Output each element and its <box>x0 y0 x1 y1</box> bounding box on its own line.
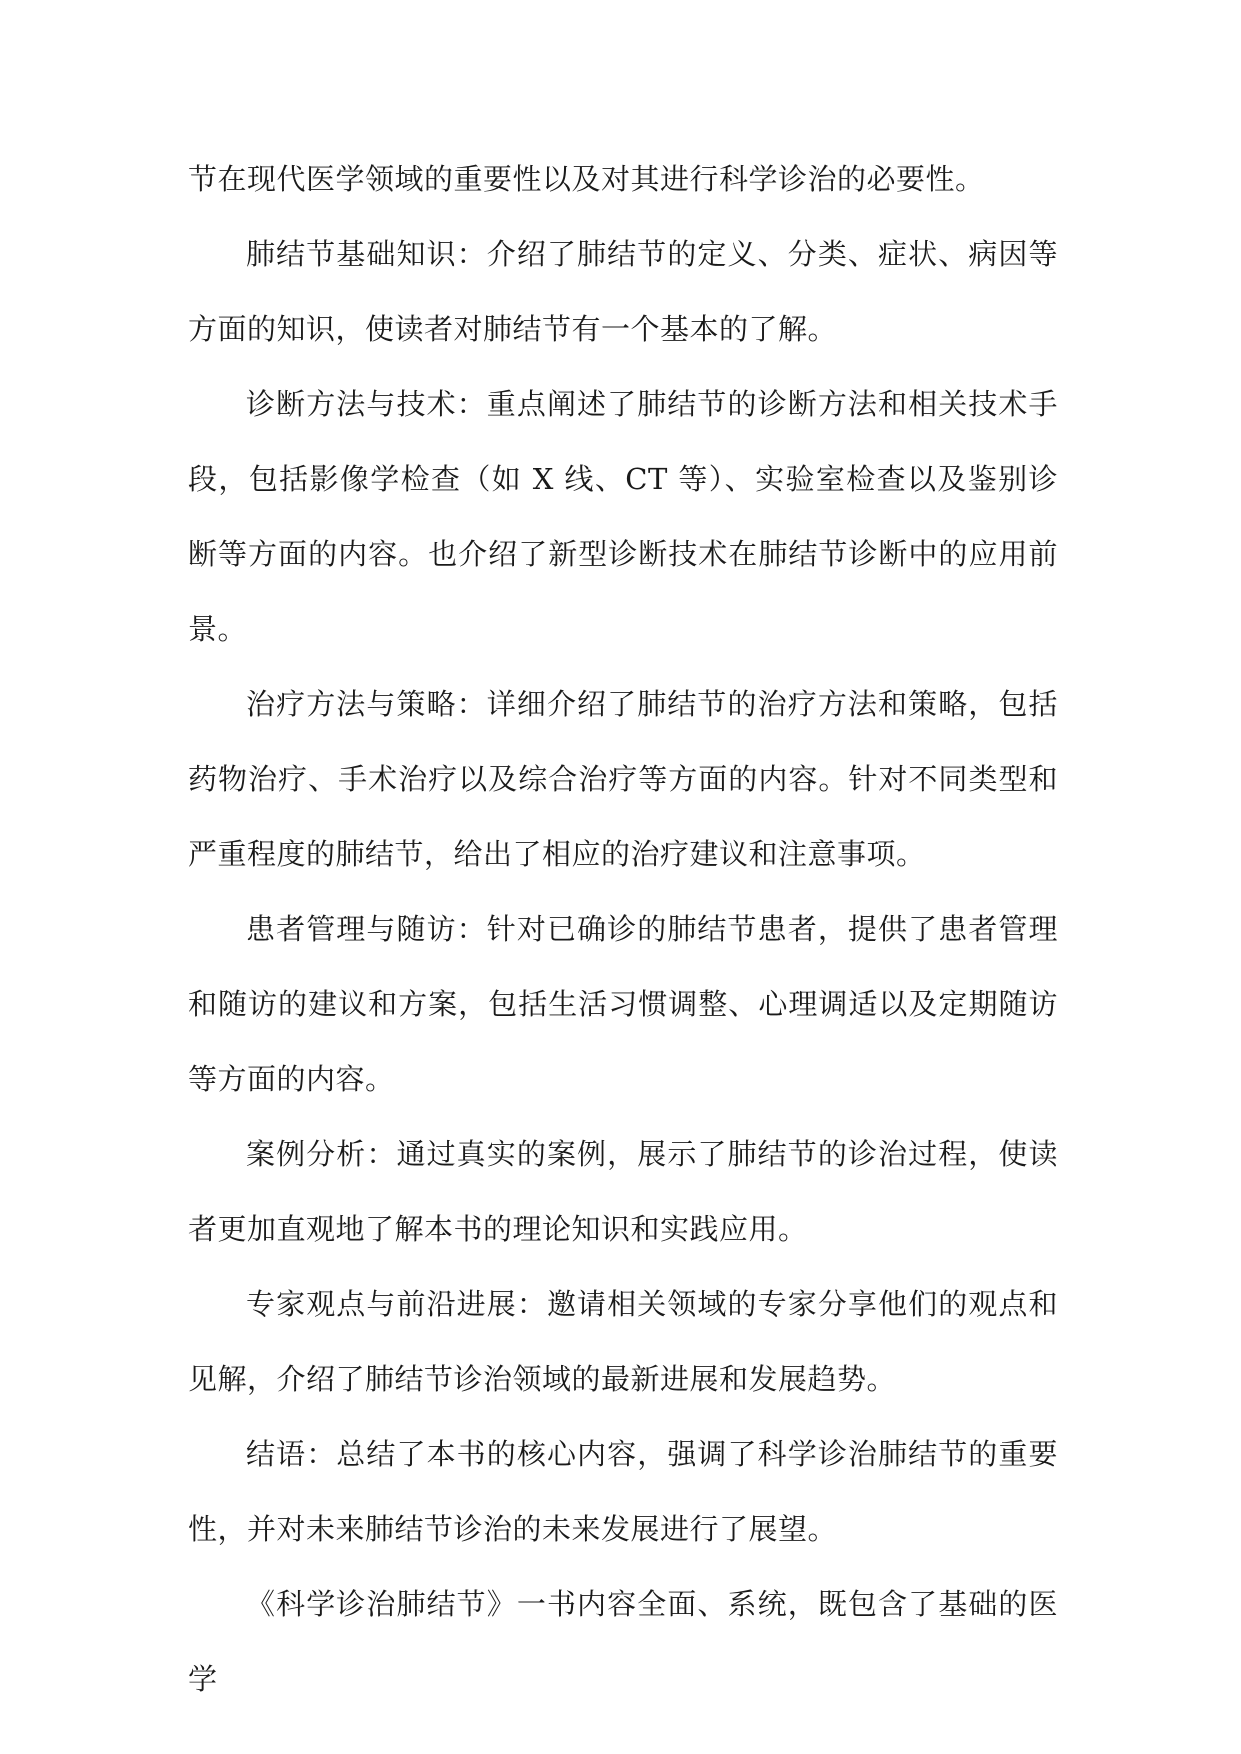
paragraph-diagnosis: 诊断方法与技术：重点阐述了肺结节的诊断方法和相关技术手段，包括影像学检查（如 X 线、CT 等）、实验室检查以及鉴别诊断等方面的内容。也介绍了新型诊断技术在肺结节诊断中的应用前景。 <box>188 387 1058 646</box>
paragraph-treatment: 治疗方法与策略：详细介绍了肺结节的治疗方法和策略，包括药物治疗、手术治疗以及综合治疗等方面的内容。针对不同类型和严重程度的肺结节，给出了相应的治疗建议和注意事项。 <box>188 687 1058 871</box>
paragraph-book-summary: 《科学诊治肺结节》一书内容全面、系统，既包含了基础的医学 <box>188 1587 1058 1696</box>
body-text <box>188 142 1058 1717</box>
paragraph-expert-views: 专家观点与前沿进展：邀请相关领域的专家分享他们的观点和见解，介绍了肺结节诊治领域的最新进展和发展趋势。 <box>188 1287 1058 1396</box>
paragraph-basic-knowledge: 肺结节基础知识：介绍了肺结节的定义、分类、症状、病因等方面的知识，使读者对肺结节有一个基本的了解。 <box>188 237 1058 346</box>
paragraph-intro-continuation: 节在现代医学领域的重要性以及对其进行科学诊治的必要性。 <box>188 162 985 196</box>
paragraph-case-analysis: 案例分析：通过真实的案例，展示了肺结节的诊治过程，使读者更加直观地了解本书的理论知识和实践应用。 <box>188 1137 1058 1246</box>
paragraph-conclusion: 结语：总结了本书的核心内容，强调了科学诊治肺结节的重要性，并对未来肺结节诊治的未来发展进行了展望。 <box>188 1437 1058 1546</box>
paragraph-patient-management: 患者管理与随访：针对已确诊的肺结节患者，提供了患者管理和随访的建议和方案，包括生活习惯调整、心理调适以及定期随访等方面的内容。 <box>188 912 1058 1096</box>
